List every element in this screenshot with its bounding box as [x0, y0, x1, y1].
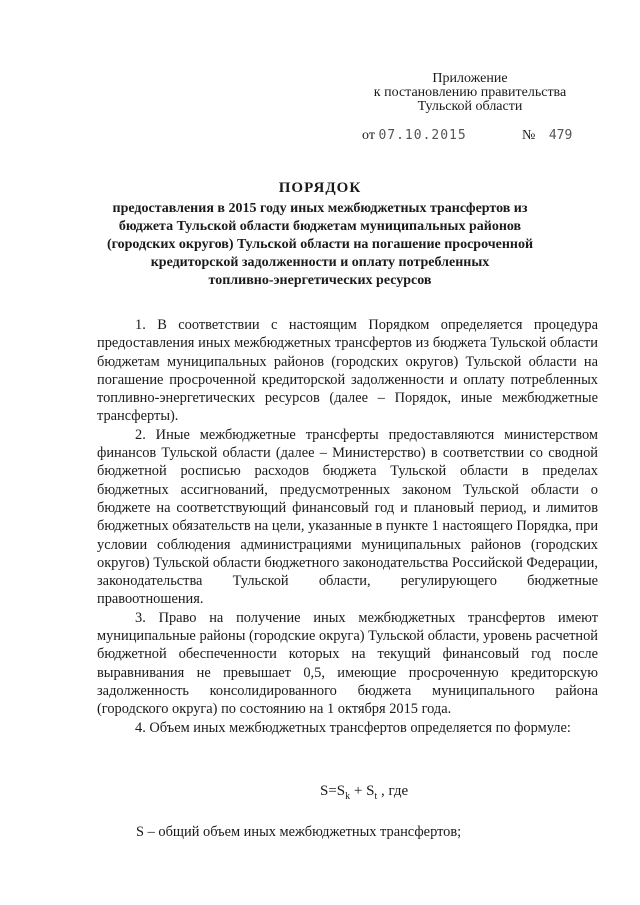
- title-main: ПОРЯДОК: [278, 180, 362, 196]
- decree-date: [362, 128, 467, 144]
- date-value: 07.10.2015: [378, 128, 467, 143]
- title-line: (городских округов) Тульской области на погашение просроченной: [106, 237, 534, 252]
- decree-number: [522, 128, 572, 144]
- paragraph-4: 4. Объем иных межбюджетных трансфертов определяется по формуле:: [135, 719, 571, 736]
- title-line: бюджета Тульской области бюджетам муниципальных районов: [118, 219, 522, 234]
- formula-sub-t: t: [374, 791, 378, 802]
- number-label: №: [522, 128, 536, 143]
- title-line: топливно-энергетических ресурсов: [208, 273, 432, 288]
- formula-lhs: S=S: [320, 783, 346, 799]
- document-body: [97, 316, 598, 737]
- paragraph-3: 3. Право на получение иных межбюджетных трансфертов имеют муниципальные районы (городские округа) Тульской области, уровень расчетной бюджетной обеспеченности которых на текущий финансовый год после выравнивания не превышает 0,5, имеющие просроченную кредиторскую задолженность консолидированного бюджета муниципального района (городского округа) по состоянию на 1 октября 2015 года.: [97, 609, 598, 718]
- paragraph-1: 1. В соответствии с настоящим Порядком определяется процедура предоставления иных межбюджетных трансфертов из бюджета Тульской области бюджетам муниципальных районов (городских округов) Тульской области на погашение просроченной кредиторской задолженности и оплату потребленных топливно-энергетических ресурсов (далее – Порядок, иные межбюджетные трансферты).: [97, 317, 598, 425]
- appendix-block: [360, 72, 580, 114]
- document-title: [100, 178, 540, 290]
- appendix-line-2: к постановлению правительства: [373, 85, 567, 100]
- paragraph-2: 2. Иные межбюджетные трансферты предоставляются министерством финансов Тульской области (далее – Министерство) в соответствии со сводной бюджетной росписью расходов бюджета Тульской области в пределах бюджетных ассигнований, предусмотренных законом Тульской области о бюджете на соответствующий финансовый год и плановый период, и лимитов бюджетных обязательств на цели, указанные в пункте 1 настоящего Порядка, при условии соблюдения администрациями муниципальных районов (городских округов) Тульской области бюджетного законодательства Российской Федерации, законодательства Тульской области, регулирующего бюджетные правоотношения.: [97, 426, 599, 608]
- definition-s: S – общий объем иных межбюджетных трансфертов;: [136, 824, 462, 840]
- title-line: предоставления в 2015 году иных межбюджетных трансфертов из: [112, 201, 528, 216]
- formula-plus: + S: [350, 783, 375, 799]
- formula: [320, 783, 408, 802]
- number-value: 479: [548, 128, 573, 143]
- appendix-line-1: Приложение: [432, 71, 508, 86]
- appendix-line-3: Тульской области: [417, 99, 523, 114]
- formula-sub-k: k: [345, 791, 351, 802]
- title-subtitle: [100, 200, 540, 290]
- title-line: кредиторской задолженности и оплату потребленных: [150, 255, 490, 270]
- date-label: от: [362, 128, 375, 143]
- formula-tail: , где: [377, 783, 409, 799]
